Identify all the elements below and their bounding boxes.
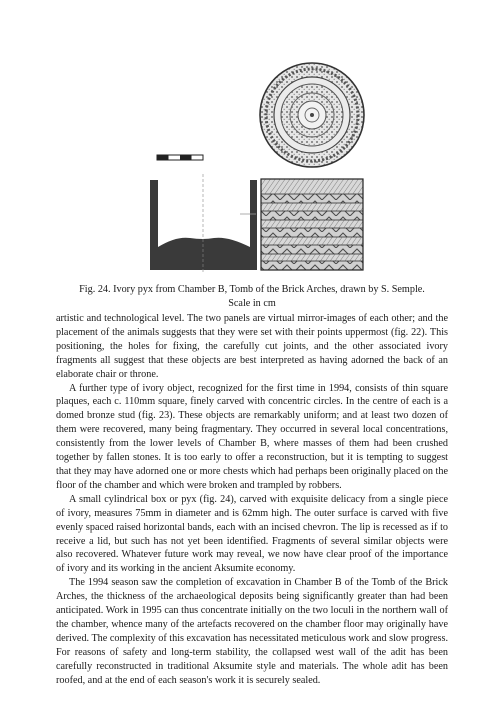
pyx-top-view <box>260 63 364 167</box>
pyx-figure <box>0 0 504 280</box>
paragraph-3: A small cylindrical box or pyx (fig. 24), carved with exquisite delicacy from a single piece of ivory, measures 75mm in diameter and is 62mm high. The outer surface is carved with five evenly spaced raised horizontal bands, each with an incised chevron. The lip is recessed as if to receive a lid, but such has not yet been identified. Fragments of several similar objects were also recovered. Whatever future work may reveal, we now have clear proof of the importance of ivory and its working in the ancient Aksumite economy. <box>56 493 448 575</box>
paragraph-1: artistic and technological level. The two panels are virtual mirror-images of each other; and the placement of the animals suggests that they were set with their points uppermost (fig. 22). This positioning, the holes for fixing, the carefully cut joints, and the other associated ivory fragments all suggest that these objects are best interpreted as having adorned the back of an elaborate chair or throne. <box>56 313 448 380</box>
paragraph-2: A further type of ivory object, recognized for the first time in 1994, consists of thin square plaques, each c. 110mm square, finely carved with concentric circles. In the centre of each is a domed bronze stud (fig. 23). These objects are remarkably uniform; and at least two dozen of them were recovered, many being fragmentary. They occurred in several local concentrations, consistently from the lower levels of Chamber B, where masses of them had been crushed together by fallen stones. It is too early to offer a reconstruction, but it is tempting to suggest that they may have adorned one or more chests which had perhaps been originally placed on the floor of the chamber and which were broken and trampled by robbers. <box>56 382 448 491</box>
caption-title: Fig. 24. Ivory pyx from Chamber B, Tomb of the Brick Arches, drawn by S. Semple. <box>79 284 425 295</box>
pyx-elevation-view <box>261 179 363 270</box>
paragraph-4: The 1994 season saw the completion of excavation in Chamber B of the Tomb of the Brick Arches, the thickness of the archaeological deposits being significantly greater than had been anticipated. Work in 1995 can thus concentrate initially on the two loculi in the northern wall of the chamber, whence many of the artefacts recovered on the chamber floor may originally have derived. The complexity of this excavation has necessitated meticulous work and slow progress. For reasons of safety and long-term stability, the collapsed west wall of the adit has been carefully reconstructed in traditional Aksumite style and materials. The whole adit has been roofed, and at the end of each season's work it is securely sealed. <box>56 577 448 686</box>
scale-bar <box>157 155 203 160</box>
body-text <box>56 312 448 687</box>
pyx-section-drawing <box>150 174 257 274</box>
figure-caption <box>40 283 464 311</box>
caption-scale-note: Scale in cm <box>228 298 276 309</box>
